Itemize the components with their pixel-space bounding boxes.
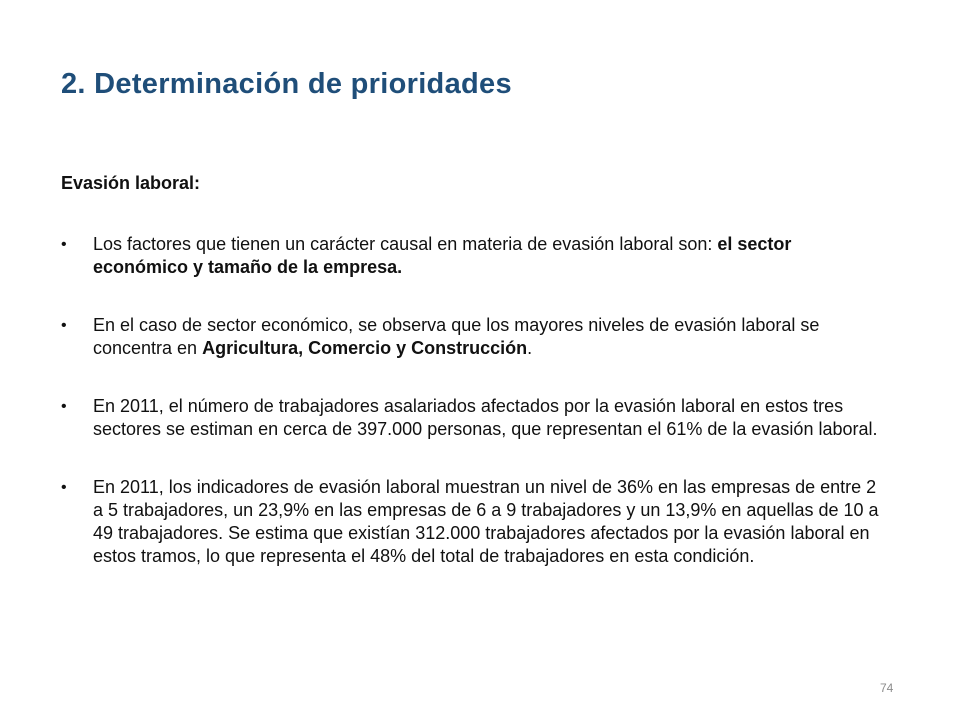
bullet-text-end: . xyxy=(527,338,533,358)
bullet-text: Los factores que tienen un carácter causal en materia de evasión laboral son: xyxy=(93,234,718,254)
bullet-dot-icon: • xyxy=(61,479,67,496)
bullet-bold-text: el sector económico y tamaño de la empresa. xyxy=(93,234,792,277)
bullet-list xyxy=(61,233,891,603)
bullet-text: En 2011, los indicadores de evasión laboral muestran un nivel de 36% en las empresas de entre 2 a 5 trabajadores, un 23,9% en las empresas de 6 a 9 trabajadores y un 13,9% en aquellas de 10 a 49 trabajadores. Se estima que existían 312.000 trabajadores afectados por la evasión laboral en estos tramos, lo que representa el 48% del total de trabajadores en esta condición. xyxy=(93,477,879,566)
bullet-item xyxy=(61,233,891,279)
bullet-dot-icon: • xyxy=(61,236,67,253)
bullet-text: En 2011, el número de trabajadores asalariados afectados por la evasión laboral en estos tres sectores se estiman en cerca de 397.000 personas, que representan el 61% de la evasión laboral. xyxy=(93,396,878,439)
bullet-dot-icon: • xyxy=(61,317,67,334)
bullet-dot-icon: • xyxy=(61,398,67,415)
page-number: 74 xyxy=(880,681,894,695)
bullet-item xyxy=(61,395,891,441)
bullet-item xyxy=(61,314,891,360)
section-subtitle: Evasión laboral: xyxy=(61,173,201,193)
slide-title: 2. Determinación de prioridades xyxy=(61,68,512,100)
bullet-item xyxy=(61,476,891,568)
bullet-bold-text: Agricultura, Comercio y Construcción xyxy=(202,338,528,358)
bullet-text: En el caso de sector económico, se observa que los mayores niveles de evasión laboral se concentra en xyxy=(93,315,820,358)
